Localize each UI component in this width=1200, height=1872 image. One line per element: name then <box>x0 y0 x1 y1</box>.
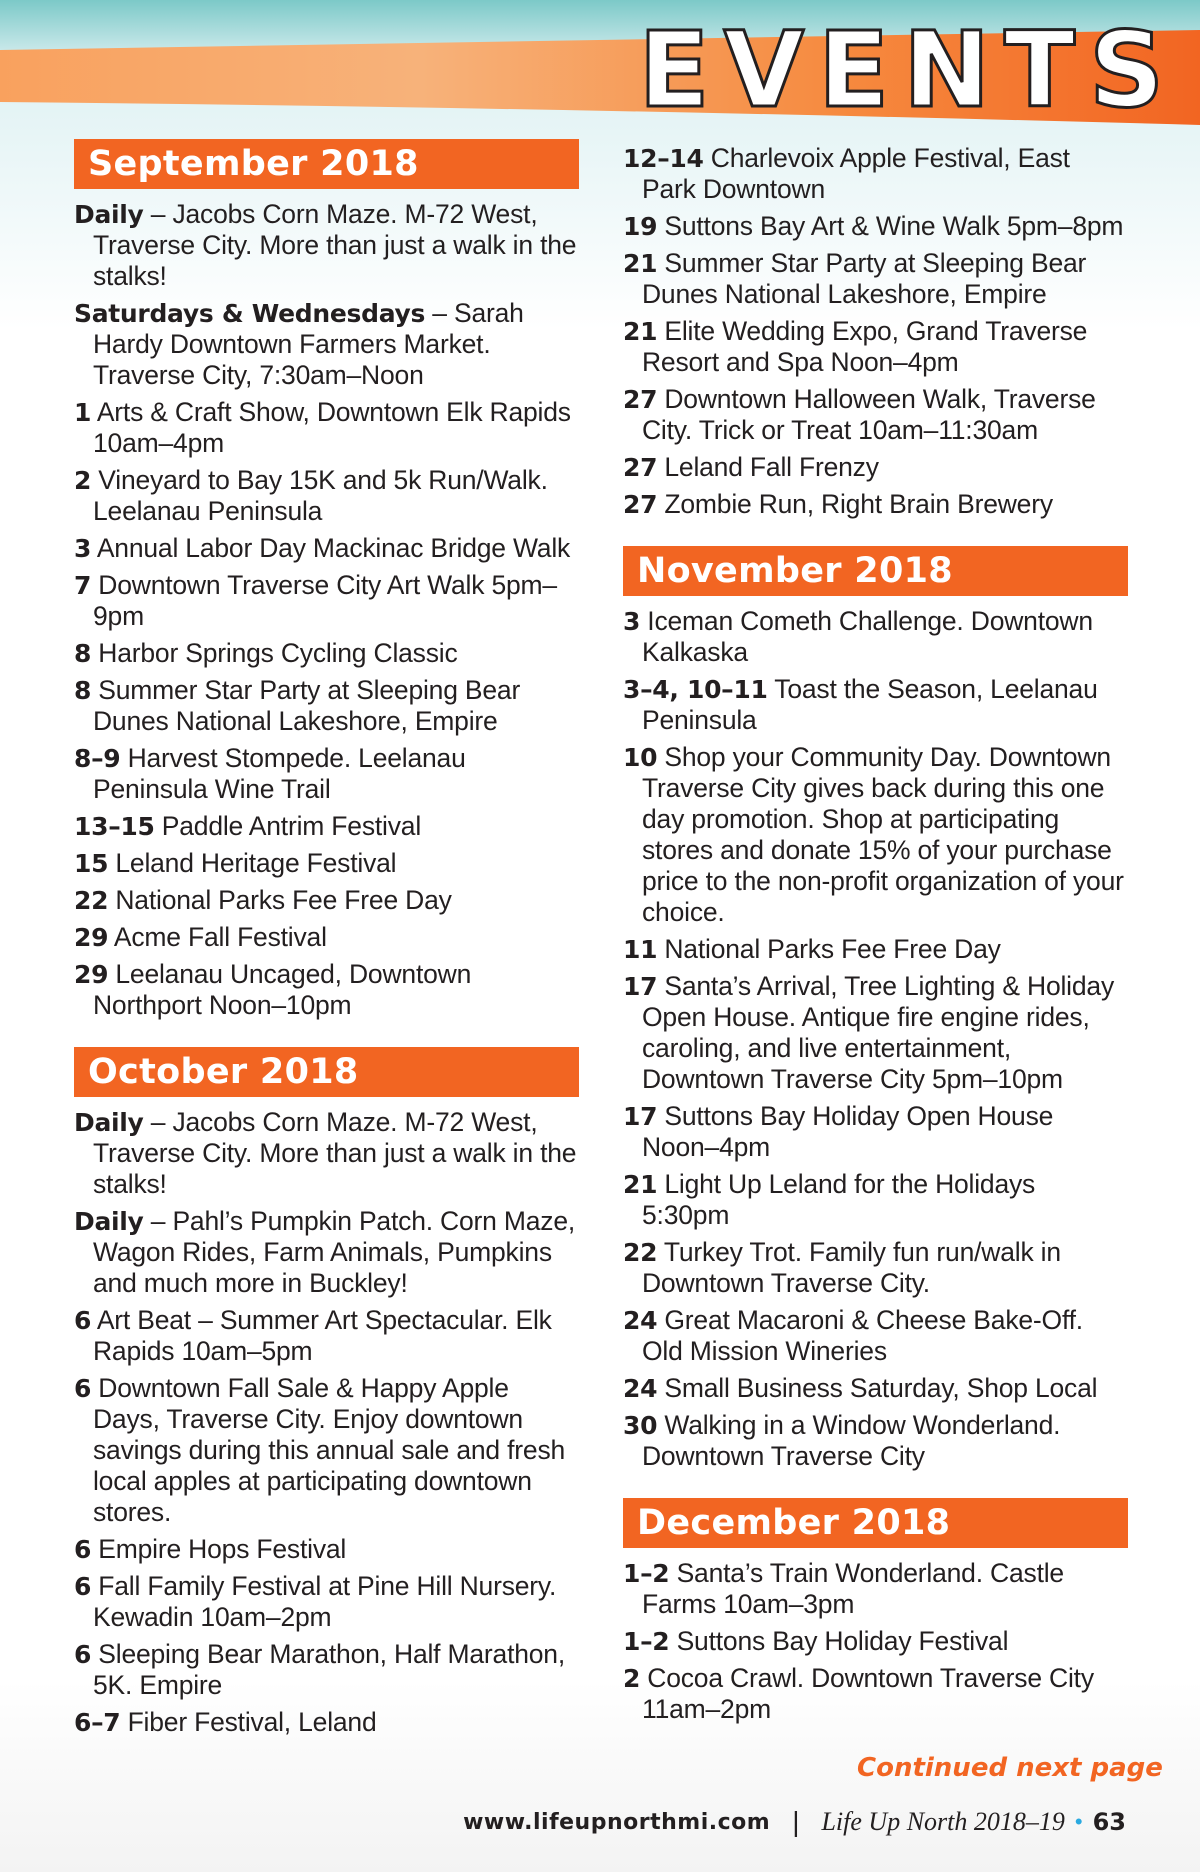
event-list <box>74 199 579 1021</box>
event-description: Shop your Community Day. Downtown Traverse City gives back during this one day promotion. Shop at participating stores and donate 15% of your purchase price to the non-profit organization of your choice. <box>642 742 1124 927</box>
event-item <box>623 1305 1128 1367</box>
event-item <box>623 934 1128 965</box>
event-date: 3 <box>74 534 92 563</box>
event-date: 19 <box>623 212 658 241</box>
event-item <box>623 1169 1128 1231</box>
event-item <box>74 298 579 391</box>
event-date: 27 <box>623 453 658 482</box>
event-date: 2 <box>623 1664 641 1693</box>
event-date: 21 <box>623 317 658 346</box>
event-date: 7 <box>74 571 92 600</box>
event-item <box>74 1534 579 1565</box>
event-date: 6 <box>74 1640 92 1669</box>
event-description: Light Up Leland for the Holidays 5:30pm <box>642 1169 1036 1230</box>
event-item <box>74 1305 579 1367</box>
event-date: 17 <box>623 1102 658 1131</box>
events-title <box>638 9 1178 131</box>
event-description: Charlevoix Apple Festival, East Park Downtown <box>642 143 1070 204</box>
event-item <box>623 452 1128 483</box>
event-date: 24 <box>623 1374 658 1403</box>
event-description: Elite Wedding Expo, Grand Traverse Resort and Spa Noon–4pm <box>642 316 1088 377</box>
section-november <box>623 546 1128 1472</box>
event-separator <box>155 811 162 841</box>
event-description: Arts & Craft Show, Downtown Elk Rapids 10am–4pm <box>93 397 571 458</box>
event-description: Santa’s Arrival, Tree Lighting & Holiday Open House. Antique fire engine rides, caroling, and live entertainment, Downtown Traverse City 5pm–10pm <box>642 971 1114 1094</box>
section-header: September 2018 <box>74 139 579 189</box>
event-description: Downtown Fall Sale & Happy Apple Days, Traverse City. Enjoy downtown savings during this annual sale and fresh local apples at participating downtown stores. <box>93 1373 566 1527</box>
event-item <box>623 211 1128 242</box>
events-title-text: EVENTS <box>638 9 1178 131</box>
section-december <box>623 1498 1128 1725</box>
event-date: 29 <box>74 960 109 989</box>
event-date: 1–2 <box>623 1559 670 1588</box>
event-item <box>74 743 579 805</box>
event-item <box>74 397 579 459</box>
event-date: 10 <box>623 743 658 772</box>
event-description: Vineyard to Bay 15K and 5k Run/Walk. Leelanau Peninsula <box>93 465 548 526</box>
event-date: 24 <box>623 1306 658 1335</box>
continued-next-page: Continued next page <box>857 1753 1163 1783</box>
event-description: Harbor Springs Cycling Classic <box>98 638 458 668</box>
page-number: 63 <box>1092 1808 1126 1836</box>
event-item <box>74 922 579 953</box>
event-description: Sleeping Bear Marathon, Half Marathon, 5K. Empire <box>93 1639 566 1700</box>
event-date: 6 <box>74 1572 92 1601</box>
event-description: Leland Heritage Festival <box>115 848 397 878</box>
event-description: Leelanau Uncaged, Downtown Northport Noon–10pm <box>93 959 472 1020</box>
event-date: Saturdays & Wednesdays <box>74 299 426 328</box>
event-description: Empire Hops Festival <box>98 1534 347 1564</box>
event-item <box>623 143 1128 205</box>
left-column <box>74 139 579 1764</box>
event-item <box>74 1639 579 1701</box>
event-date: 6–7 <box>74 1708 121 1737</box>
footer-bullet-icon: • <box>1074 1809 1083 1834</box>
event-item <box>623 316 1128 378</box>
event-date: 3–4, 10–11 <box>623 675 768 704</box>
event-description: Santa’s Train Wonderland. Castle Farms 10am–3pm <box>642 1558 1064 1619</box>
event-separator: – <box>143 1206 173 1236</box>
event-item <box>74 811 579 842</box>
event-item <box>74 533 579 564</box>
event-item <box>623 1237 1128 1299</box>
event-date: 15 <box>74 849 109 878</box>
event-description: Downtown Halloween Walk, Traverse City. Trick or Treat 10am–11:30am <box>642 384 1096 445</box>
event-item <box>74 199 579 292</box>
event-item <box>74 465 579 527</box>
event-separator <box>704 143 711 173</box>
section-header: December 2018 <box>623 1498 1128 1548</box>
event-date: Daily <box>74 200 144 229</box>
event-list <box>623 606 1128 1472</box>
event-item <box>74 1206 579 1299</box>
event-item <box>74 885 579 916</box>
event-date: 30 <box>623 1411 658 1440</box>
event-item <box>623 1558 1128 1620</box>
event-description: Leland Fall Frenzy <box>664 452 879 482</box>
event-separator <box>669 1558 676 1588</box>
event-list <box>623 143 1128 520</box>
event-description: Great Macaroni & Cheese Bake-Off. Old Mission Wineries <box>642 1305 1083 1366</box>
event-date: 27 <box>623 490 658 519</box>
event-description: National Parks Fee Free Day <box>664 934 1001 964</box>
event-item <box>74 959 579 1021</box>
event-description: Pahl’s Pumpkin Patch. Corn Maze, Wagon Rides, Farm Animals, Pumpkins and much more in Buckley! <box>93 1206 576 1298</box>
event-description: Fiber Festival, Leland <box>127 1707 377 1737</box>
event-item <box>623 1101 1128 1163</box>
event-item <box>623 1373 1128 1404</box>
event-item <box>623 1410 1128 1472</box>
event-date: 6 <box>74 1535 92 1564</box>
event-date: 6 <box>74 1306 92 1335</box>
event-date: 1–2 <box>623 1627 670 1656</box>
event-description: Toast the Season, Leelanau Peninsula <box>642 674 1098 735</box>
footer-magazine-title: Life Up North 2018–19 <box>821 1807 1065 1836</box>
event-date: 8–9 <box>74 744 121 773</box>
event-date: 8 <box>74 639 92 668</box>
event-description: Cocoa Crawl. Downtown Traverse City 11am–2pm <box>642 1663 1094 1724</box>
event-date: 22 <box>623 1238 658 1267</box>
page-footer <box>463 1806 1126 1838</box>
event-date: 29 <box>74 923 109 952</box>
event-date: 6 <box>74 1374 92 1403</box>
event-description: Iceman Cometh Challenge. Downtown Kalkaska <box>642 606 1093 667</box>
event-description: Walking in a Window Wonderland. Downtown Traverse City <box>642 1410 1061 1471</box>
event-date: 21 <box>623 249 658 278</box>
event-date: 1 <box>74 398 92 427</box>
event-description: Jacobs Corn Maze. M-72 West, Traverse City. More than just a walk in the stalks! <box>93 1107 577 1199</box>
event-description: Small Business Saturday, Shop Local <box>664 1373 1098 1403</box>
event-description: Paddle Antrim Festival <box>161 811 422 841</box>
event-separator <box>120 743 127 773</box>
event-date: 11 <box>623 935 658 964</box>
event-item <box>74 1107 579 1200</box>
event-description: Fall Family Festival at Pine Hill Nursery. Kewadin 10am–2pm <box>93 1571 557 1632</box>
event-description: Art Beat – Summer Art Spectacular. Elk Rapids 10am–5pm <box>93 1305 552 1366</box>
event-description: Jacobs Corn Maze. M-72 West, Traverse City. More than just a walk in the stalks! <box>93 199 577 291</box>
event-separator <box>669 1626 676 1656</box>
event-separator: – <box>143 199 173 229</box>
event-date: 21 <box>623 1170 658 1199</box>
event-date: Daily <box>74 1108 144 1137</box>
event-description: Sarah Hardy Downtown Farmers Market. Traverse City, 7:30am–Noon <box>93 298 524 390</box>
section-october <box>74 1047 579 1738</box>
event-item <box>623 384 1128 446</box>
event-description: Zombie Run, Right Brain Brewery <box>664 489 1053 519</box>
event-date: 27 <box>623 385 658 414</box>
event-item <box>623 742 1128 928</box>
event-date: 3 <box>623 607 641 636</box>
event-item <box>74 1373 579 1528</box>
event-description: Downtown Traverse City Art Walk 5pm–9pm <box>93 570 557 631</box>
event-description: Turkey Trot. Family fun run/walk in Downtown Traverse City. <box>642 1237 1061 1298</box>
event-item <box>74 675 579 737</box>
event-date: 8 <box>74 676 92 705</box>
event-separator <box>657 1237 664 1267</box>
event-item <box>74 638 579 669</box>
event-item <box>623 971 1128 1095</box>
event-date: 13–15 <box>74 812 155 841</box>
footer-url[interactable]: www.lifeupnorthmi.com <box>463 1809 771 1835</box>
section-header: October 2018 <box>74 1047 579 1097</box>
event-item <box>74 570 579 632</box>
event-date: 12–14 <box>623 144 704 173</box>
event-item <box>623 248 1128 310</box>
event-description: Suttons Bay Art & Wine Walk 5pm–8pm <box>664 211 1124 241</box>
event-date: 22 <box>74 886 109 915</box>
right-column <box>623 143 1128 1751</box>
event-item <box>74 1707 579 1738</box>
event-separator: – <box>143 1107 173 1137</box>
event-date: 17 <box>623 972 658 1001</box>
section-september <box>74 139 579 1021</box>
event-description: Suttons Bay Holiday Festival <box>676 1626 1009 1656</box>
event-item <box>623 1626 1128 1657</box>
event-item <box>623 674 1128 736</box>
footer-separator: | <box>792 1806 800 1837</box>
event-description: Annual Labor Day Mackinac Bridge Walk <box>96 533 571 563</box>
event-item <box>623 1663 1128 1725</box>
event-item <box>74 1571 579 1633</box>
section-header: November 2018 <box>623 546 1128 596</box>
event-separator <box>120 1707 127 1737</box>
event-description: National Parks Fee Free Day <box>115 885 452 915</box>
event-date: Daily <box>74 1207 144 1236</box>
event-description: Harvest Stompede. Leelanau Peninsula Wine Trail <box>93 743 466 804</box>
event-separator: – <box>425 298 454 328</box>
event-item <box>623 489 1128 520</box>
event-description: Suttons Bay Holiday Open House Noon–4pm <box>642 1101 1054 1162</box>
section-october-continued <box>623 143 1128 520</box>
event-item <box>623 606 1128 668</box>
event-list <box>74 1107 579 1738</box>
event-item <box>74 848 579 879</box>
event-description: Summer Star Party at Sleeping Bear Dunes National Lakeshore, Empire <box>93 675 521 736</box>
event-list <box>623 1558 1128 1725</box>
event-description: Summer Star Party at Sleeping Bear Dunes National Lakeshore, Empire <box>642 248 1087 309</box>
event-description: Acme Fall Festival <box>113 922 327 952</box>
event-date: 2 <box>74 466 92 495</box>
